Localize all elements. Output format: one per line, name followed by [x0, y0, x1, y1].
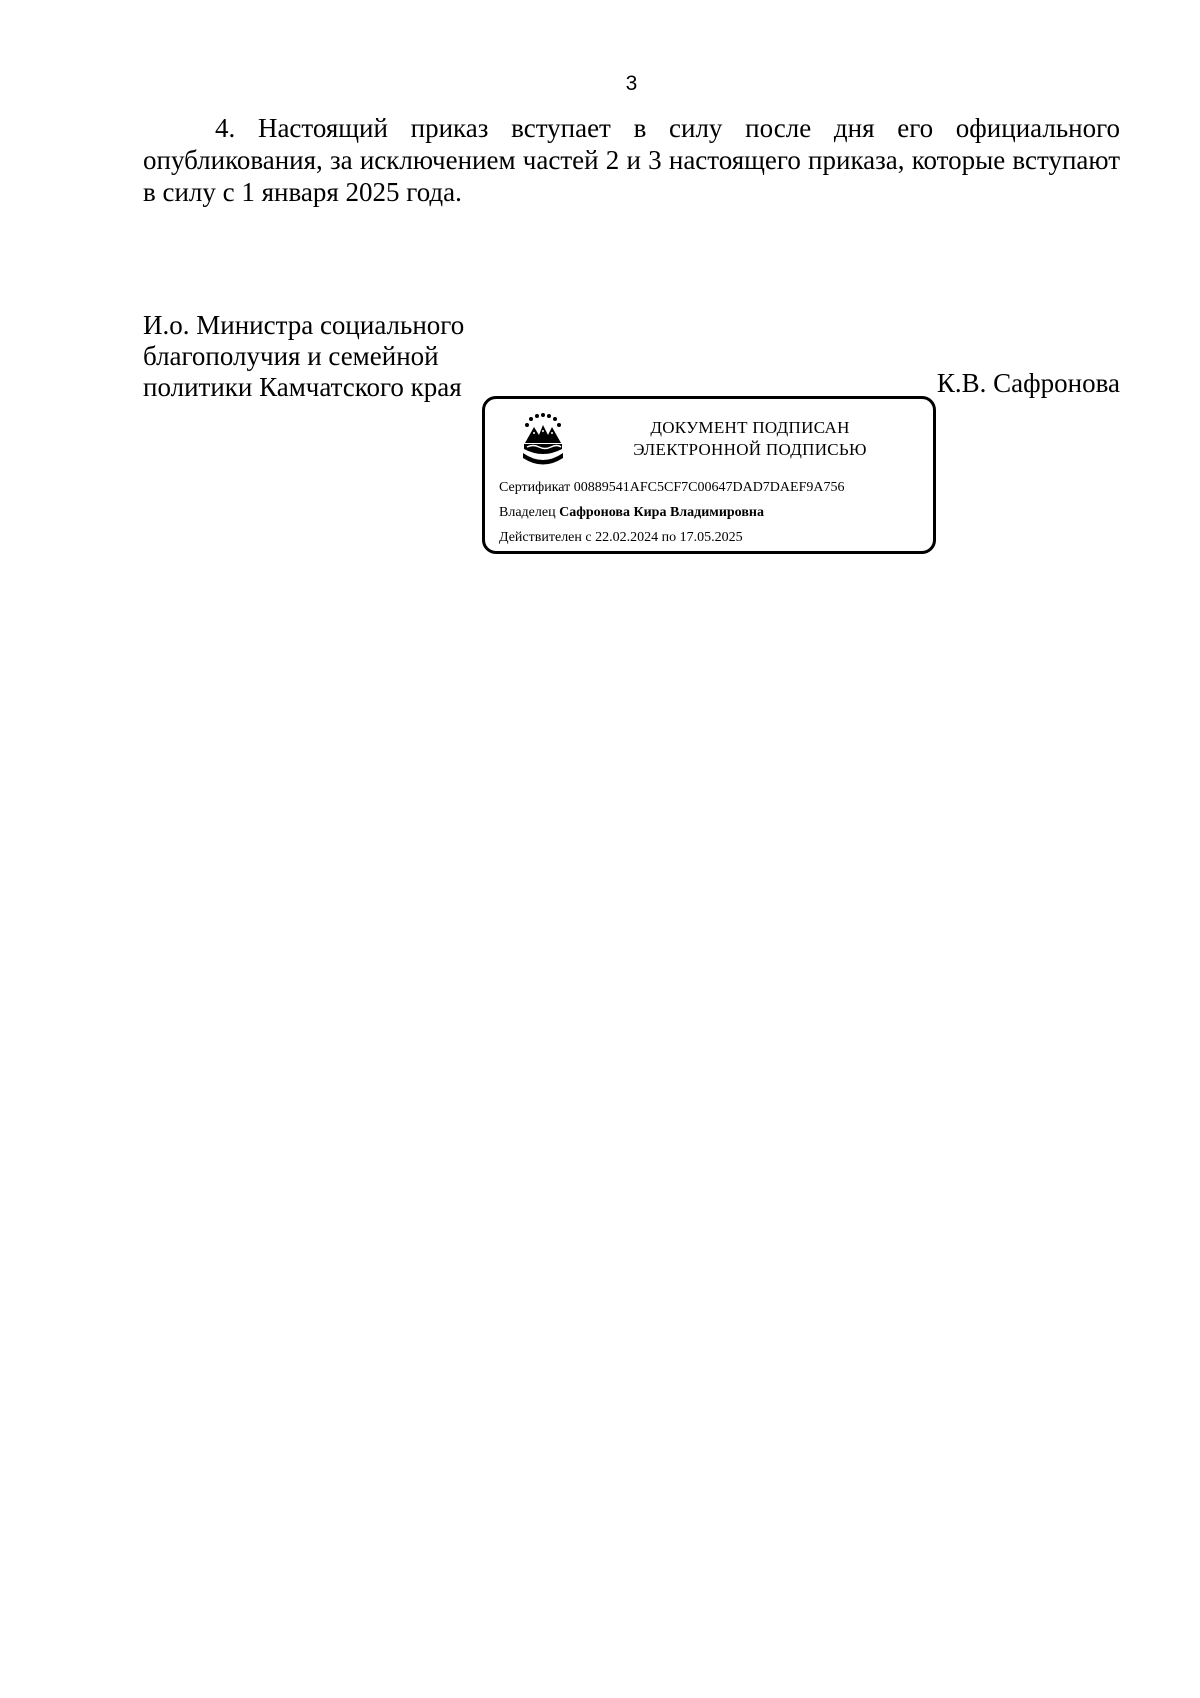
kamchatka-coat-of-arms-icon [521, 413, 565, 465]
stamp-title-line-1: ДОКУМЕНТ ПОДПИСАН [650, 418, 850, 437]
owner-label: Владелец [499, 505, 556, 520]
page-number: 3 [625, 72, 638, 95]
signatory-position-line-1: И.о. Министра социального [143, 310, 465, 340]
stamp-title [565, 417, 935, 461]
valid-from: 22.02.2024 [595, 530, 659, 545]
electronic-signature-stamp [482, 396, 936, 554]
signatory-position-line-2: благополучия и семейной [143, 341, 439, 371]
valid-to: 17.05.2025 [679, 530, 743, 545]
certificate-value: 00889541AFC5CF7C00647DAD7DAEF9A756 [573, 480, 845, 495]
valid-label: Действителен с [499, 530, 592, 545]
stamp-details [499, 475, 929, 550]
owner-row [499, 500, 929, 525]
owner-value: Сафронова Кира Владимировна [559, 505, 764, 520]
certificate-label: Сертификат [499, 480, 571, 495]
certificate-row [499, 475, 929, 500]
valid-to-label: по [661, 530, 677, 545]
stamp-title-line-2: ЭЛЕКТРОННОЙ ПОДПИСЬЮ [633, 440, 867, 459]
signatory-position [143, 310, 503, 403]
order-paragraph-4: 4. Настоящий приказ вступает в силу после дня его официального опубликования, за исключением частей 2 и 3 настоящего приказа, которые вступают в силу с 1 января 2025 года. [143, 113, 1120, 207]
validity-row [499, 525, 929, 550]
signatory-position-line-3: политики Камчатского края [143, 372, 462, 402]
signatory-name: К.В. Сафронова [936, 368, 1120, 398]
